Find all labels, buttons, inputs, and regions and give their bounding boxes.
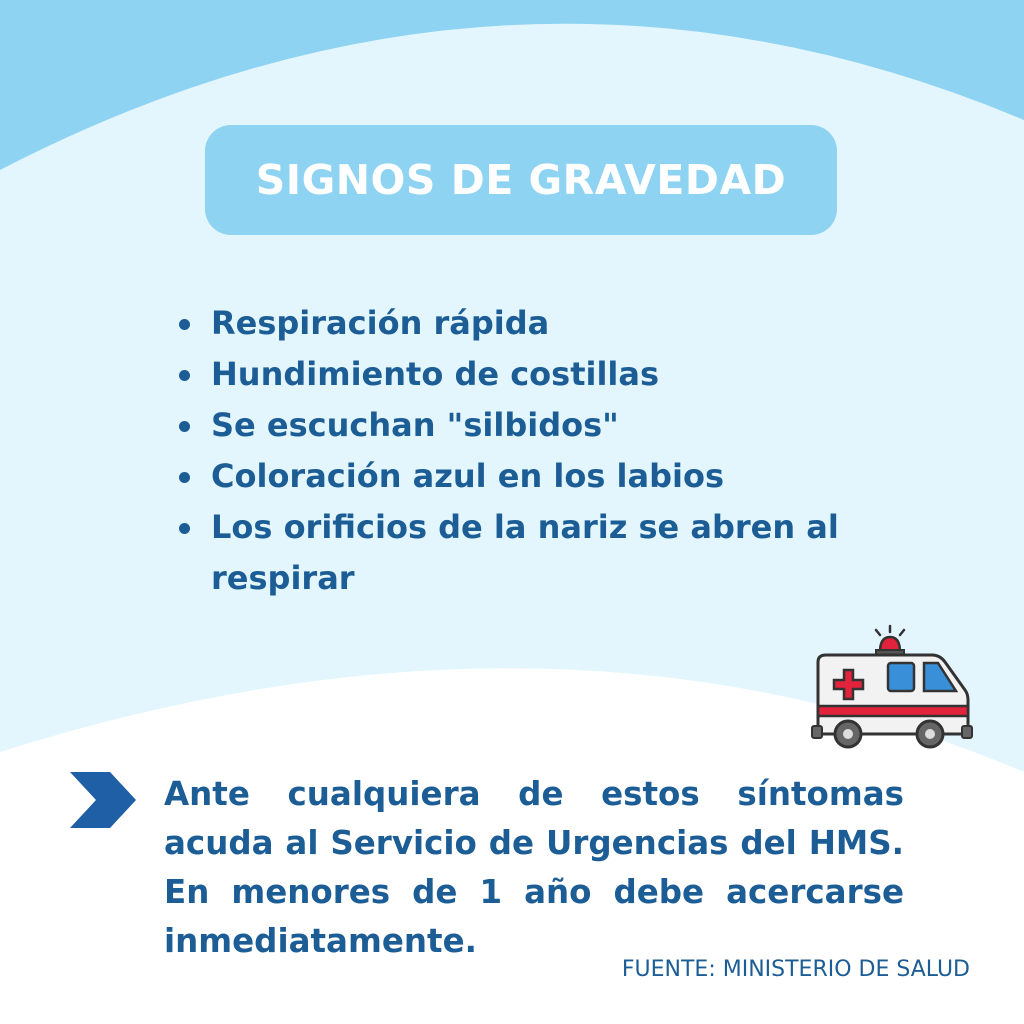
list-item: Respiración rápida	[175, 298, 915, 349]
page-title: SIGNOS DE GRAVEDAD	[255, 156, 787, 204]
list-item: Coloración azul en los labios	[175, 451, 915, 502]
title-banner	[205, 125, 837, 235]
emergency-note: Ante cualquiera de estos síntomas acuda al Servicio de Urgencias del HMS. En menores de 1 año debe acercarse inmediatamente.	[164, 775, 904, 960]
list-item: Hundimiento de costillas	[175, 349, 915, 400]
list-item: Se escuchan "silbidos"	[175, 400, 915, 451]
list-item: Los orificios de la nariz se abren al respirar	[175, 502, 915, 604]
chevron-right-icon	[66, 772, 138, 828]
severity-signs-list	[175, 298, 915, 604]
ambulance-icon	[808, 622, 974, 752]
source-credit: FUENTE: MINISTERIO DE SALUD	[621, 957, 970, 982]
